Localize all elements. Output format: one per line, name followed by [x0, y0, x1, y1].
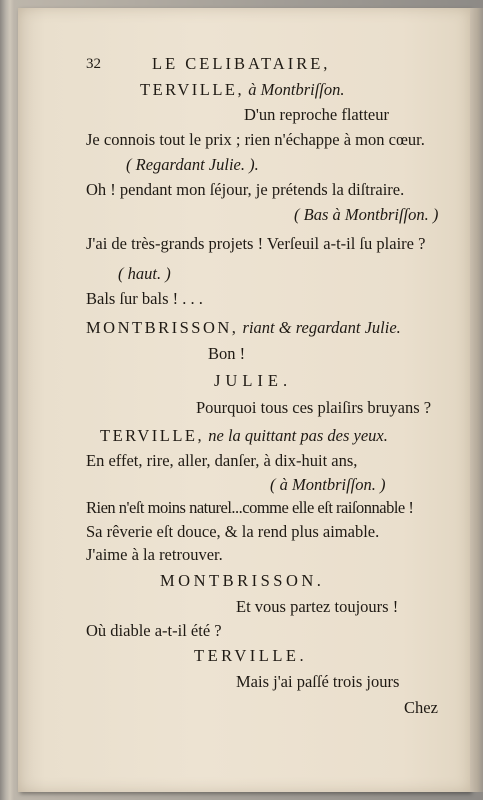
verse-line: Mais j'ai paſſé trois jours [236, 672, 400, 691]
verse-line: Où diable a-t-il été ? [86, 621, 222, 640]
verse-line: Je connois tout le prix ; rien n'échappe à mon cœur. [86, 130, 425, 149]
verse-line: Sa rêverie eſt douce, & la rend plus aimable. [86, 522, 380, 541]
verse-line: Rien n'eſt moins naturel...comme elle eſt raiſonnable ! [86, 498, 414, 517]
verse-line: J'aime à la retrouver. [86, 545, 223, 564]
catchword: Chez [404, 698, 438, 717]
page-number: 32 [86, 56, 101, 72]
verse-line: Oh ! pendant mon ſéjour, je prétends la diſtraire. [86, 180, 405, 199]
speaker-heading [100, 426, 388, 446]
stage-direction: ( Bas à Montbriſſon. ) [294, 205, 439, 224]
verse-line: Bals ſur bals ! . . . [86, 289, 203, 308]
speaker-name: TERVILLE, [140, 80, 245, 99]
running-title: LE CELIBATAIRE, [152, 54, 331, 73]
speaker-name: JULIE. [214, 371, 293, 390]
speaker-heading [140, 80, 345, 100]
stage-direction: riant & regardant Julie. [242, 318, 401, 337]
next-page-edge [470, 8, 483, 792]
stage-direction: à Montbriſſon. [248, 80, 345, 99]
stage-direction: ( Regardant Julie. ). [126, 155, 259, 174]
stage-direction: ( à Montbriſſon. ) [270, 475, 386, 494]
speaker-heading [86, 318, 401, 338]
verse-line: En effet, rire, aller, danſer, à dix-huit ans, [86, 451, 358, 470]
verse-line: Pourquoi tous ces plaiſirs bruyans ? [196, 398, 432, 417]
speaker-name: TERVILLE, [100, 426, 205, 445]
speaker-name: TERVILLE. [194, 646, 308, 665]
stage-direction: ( haut. ) [118, 264, 171, 283]
verse-line: Et vous partez toujours ! [236, 597, 399, 616]
verse-line: J'ai de très-grands projets ! Verſeuil a-t-il ſu plaire ? [86, 234, 426, 253]
verse-line: Bon ! [208, 344, 246, 363]
speaker-name: MONTBRISSON, [86, 318, 239, 337]
verse-line: D'un reproche flatteur [244, 105, 389, 124]
speaker-name: MONTBRISSON. [160, 571, 325, 590]
stage-direction: ne la quittant pas des yeux. [208, 426, 388, 445]
